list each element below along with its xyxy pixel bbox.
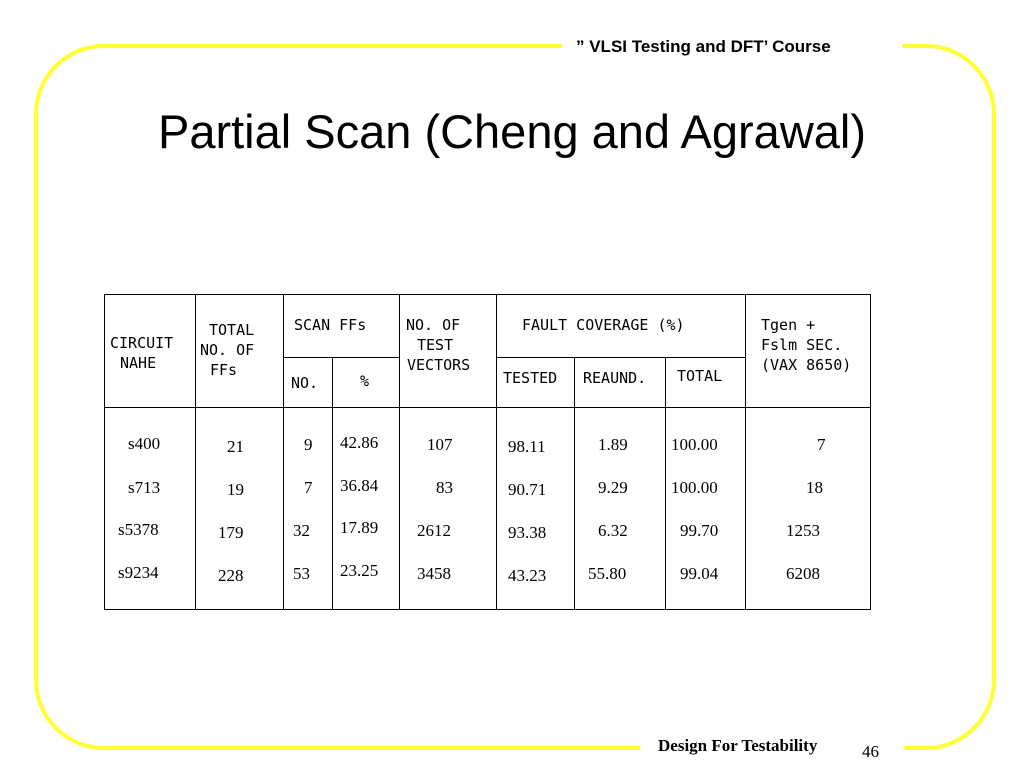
cell-scan-pct: 17.89: [340, 518, 379, 537]
header-fc-total: TOTAL: [677, 367, 723, 385]
cell-fc-total: 99.70: [680, 521, 719, 540]
cell-scan-pct: 42.86: [340, 433, 379, 452]
column-divider: [332, 357, 333, 609]
row-divider: [496, 357, 745, 358]
row-divider: [283, 357, 399, 358]
cell-total-ffs: 179: [218, 523, 244, 542]
cell-circuit: s5378: [118, 520, 159, 539]
cell-tested: 98.11: [508, 437, 546, 456]
cell-total-ffs: 228: [218, 566, 244, 585]
cell-tested: 90.71: [508, 480, 547, 499]
column-divider: [745, 295, 746, 609]
column-divider: [665, 357, 666, 609]
column-divider: [496, 295, 497, 609]
header-vectors-line3: VECTORS: [407, 356, 471, 374]
cell-scan-no: 9: [304, 435, 313, 454]
column-divider: [283, 295, 284, 609]
cell-vectors: 107: [427, 435, 453, 454]
column-divider: [399, 295, 400, 609]
header-reaund: REAUND.: [583, 369, 647, 387]
column-divider: [195, 295, 196, 609]
cell-vectors: 3458: [417, 564, 451, 583]
cell-total-ffs: 19: [227, 480, 244, 499]
cell-tested: 43.23: [508, 566, 547, 585]
header-tgen-line1: Tgen +: [761, 316, 816, 334]
cell-fc-total: 99.04: [680, 564, 719, 583]
header-scan-pct: %: [360, 372, 370, 390]
cell-total-ffs: 21: [227, 437, 244, 456]
header-vectors-line1: NO. OF: [406, 316, 461, 334]
header-circuit-line2: NAHE: [120, 354, 157, 372]
cell-tgen: 6208: [786, 564, 820, 583]
cell-scan-no: 7: [304, 478, 313, 497]
cell-vectors: 83: [436, 478, 453, 497]
slide-title: Partial Scan (Cheng and Agrawal): [157, 105, 866, 158]
cell-fc-total: 100.00: [671, 435, 718, 454]
cell-tgen: 7: [817, 435, 826, 454]
page-number: 46: [862, 742, 879, 761]
header-fault-coverage: FAULT COVERAGE (%): [522, 316, 685, 334]
cell-tgen: 18: [806, 478, 823, 497]
header-total-line1: TOTAL: [209, 321, 255, 339]
cell-scan-pct: 23.25: [340, 561, 379, 580]
footer-label: Design For Testability: [658, 736, 818, 755]
cell-reaund: 1.89: [598, 435, 628, 454]
cell-circuit: s9234: [118, 563, 159, 582]
cell-circuit: s713: [128, 478, 161, 497]
header-tgen-line2: Fslm SEC.: [761, 336, 843, 354]
header-divider: [105, 407, 870, 408]
header-scan-no: NO.: [291, 374, 319, 392]
cell-circuit: s400: [128, 434, 161, 453]
header-scan-ffs: SCAN FFs: [294, 316, 367, 334]
header-vectors-line2: TEST: [417, 336, 454, 354]
header-total-line2: NO. OF: [200, 341, 255, 359]
cell-scan-pct: 36.84: [340, 476, 379, 495]
cell-reaund: 9.29: [598, 478, 628, 497]
course-header: ” VLSI Testing and DFT’ Course: [562, 34, 902, 60]
cell-reaund: 6.32: [598, 521, 628, 540]
cell-tested: 93.38: [508, 523, 547, 542]
cell-fc-total: 100.00: [671, 478, 718, 497]
cell-reaund: 55.80: [588, 564, 627, 583]
cell-tgen: 1253: [786, 521, 820, 540]
cell-scan-no: 32: [293, 521, 310, 540]
results-table: [104, 294, 871, 610]
column-divider: [574, 357, 575, 609]
header-circuit-line1: CIRCUIT: [110, 334, 174, 352]
header-tested: TESTED: [503, 369, 558, 387]
header-tgen-line3: (VAX 8650): [761, 356, 852, 374]
cell-scan-no: 53: [293, 564, 310, 583]
header-total-line3: FFs: [210, 361, 238, 379]
cell-vectors: 2612: [417, 521, 451, 540]
